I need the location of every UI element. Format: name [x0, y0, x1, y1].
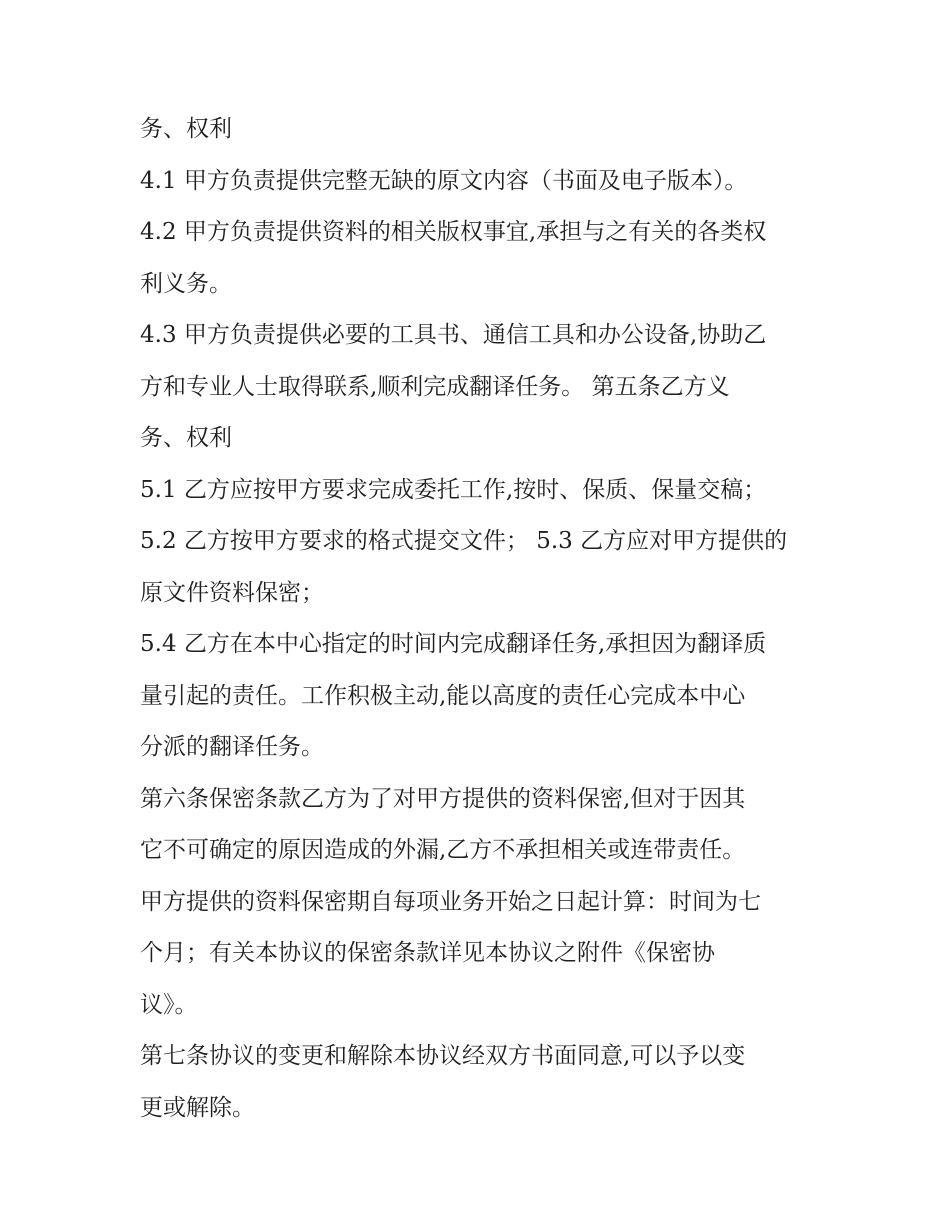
text-line: 议》。 — [140, 991, 198, 1018]
text-line: 原文件资料保密； — [140, 579, 324, 606]
text-line: 个月；有关本协议的保密条款详见本协议之附件《保密协 — [140, 940, 715, 966]
text-line: 方和专业人士取得联系,顺利完成翻译任务。 第五条乙方义 — [140, 373, 730, 400]
text-line: 甲方提供的资料保密期自每项业务开始之日起计算：时间为七 — [140, 888, 761, 915]
text-line: 第七条协议的变更和解除本协议经双方书面同意,可以予以变 — [140, 1043, 746, 1069]
text-line: 利义务。 — [140, 270, 232, 297]
document-body — [140, 104, 830, 1134]
text-line: 5.1 乙方应按甲方要求完成委托工作,按时、保质、保量交稿； — [140, 476, 767, 503]
text-line: 它不可确定的原因造成的外漏,乙方不承担相关或连带责任。 — [140, 837, 746, 863]
text-line: 量引起的责任。工作积极主动,能以高度的责任心完成本中心 — [140, 682, 746, 709]
text-line: 4.2 甲方负责提供资料的相关版权事宜,承担与之有关的各类权 — [140, 219, 767, 245]
text-line: 分派的翻译任务。 — [140, 734, 324, 760]
text-line: 更或解除。 — [140, 1094, 255, 1121]
text-line: 4.1 甲方负责提供完整无缺的原文内容（书面及电子版本）。 — [140, 167, 748, 194]
text-line: 务、权利 — [140, 116, 232, 142]
text-line: 第六条保密条款乙方为了对甲方提供的资料保密,但对于因其 — [140, 785, 746, 812]
text-line: 务、权利 — [140, 425, 232, 451]
text-line: 5.4 乙方在本中心指定的时间内完成翻译任务,承担因为翻译质 — [140, 631, 767, 657]
text-line: 5.2 乙方按甲方要求的格式提交文件； 5.3 乙方应对甲方提供的 — [140, 528, 788, 554]
text-line: 4.3 甲方负责提供必要的工具书、通信工具和办公设备,协助乙 — [140, 322, 767, 348]
